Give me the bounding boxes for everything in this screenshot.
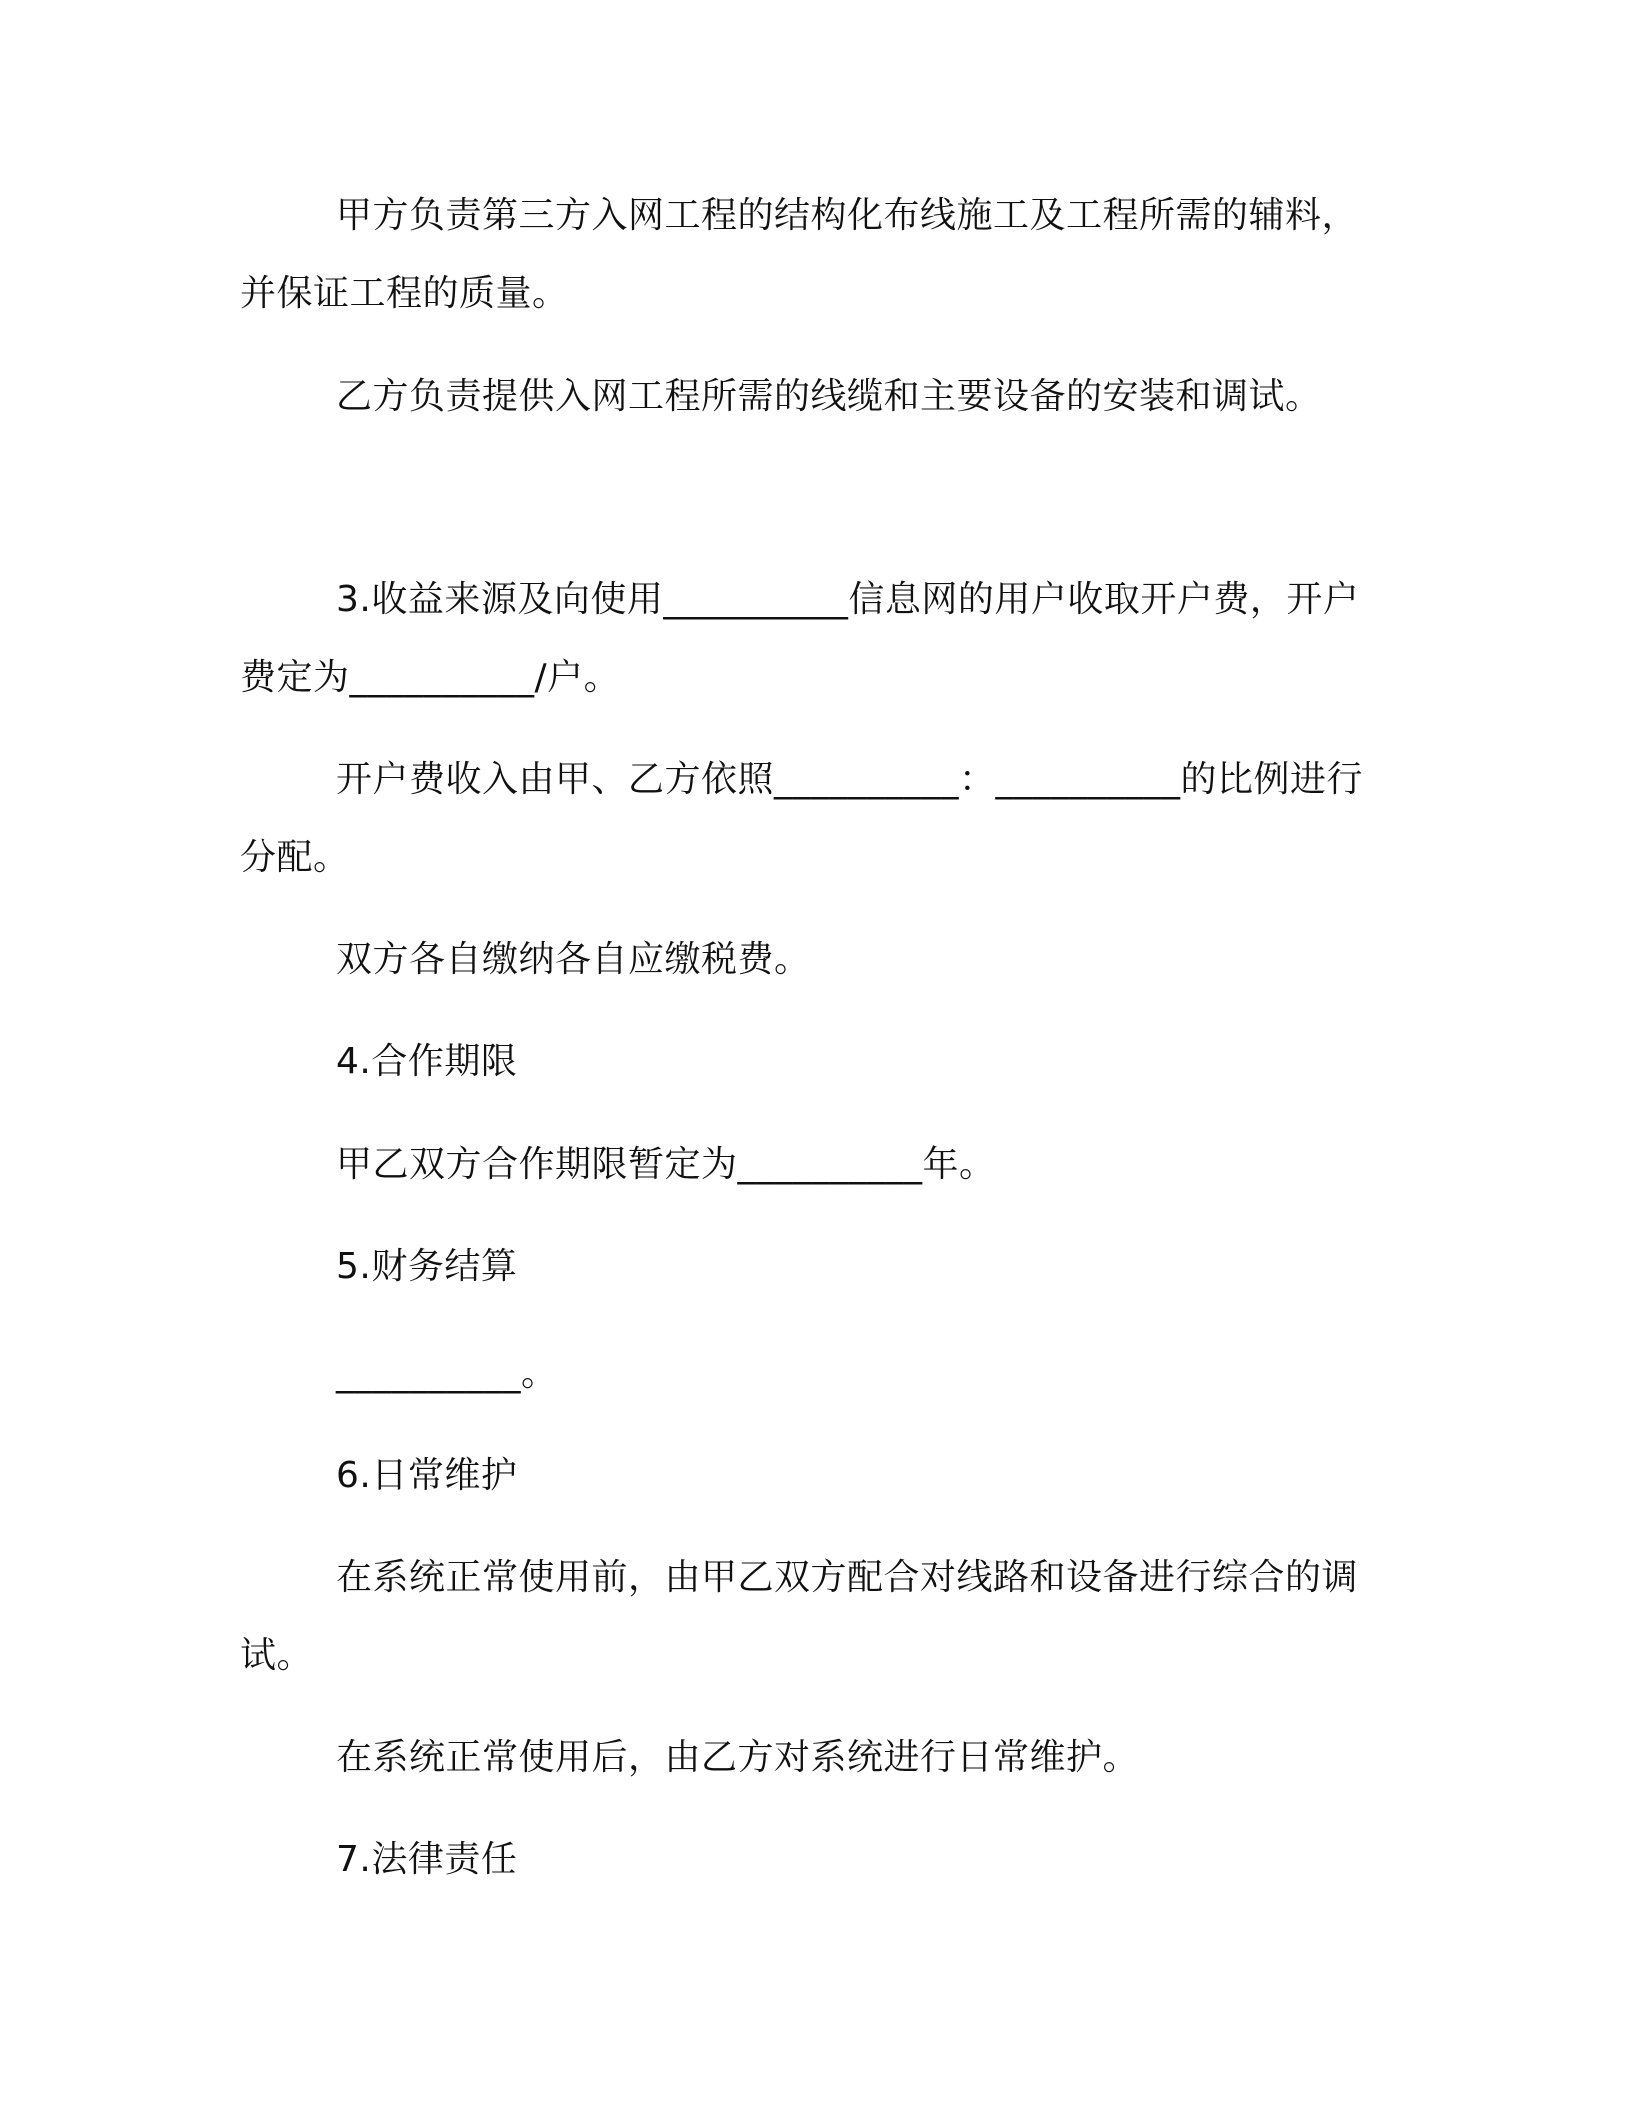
paragraph-11-line-2: 试。	[240, 1635, 314, 1676]
paragraph-9-line-1: __________。	[336, 1353, 558, 1394]
paragraph-7-line-1: 甲乙双方合作期限暂定为__________年。	[336, 1144, 996, 1185]
paragraph-3-line-2: 费定为__________/户。	[240, 657, 621, 698]
paragraph-3-line-1: 3.收益来源及向使用__________信息网的用户收取开户费，开户	[336, 579, 1360, 620]
paragraph-11-line-1: 在系统正常使用前，由甲乙双方配合对线路和设备进行综合的调	[336, 1557, 1359, 1598]
paragraph-5-line-1: 双方各自缴纳各自应缴税费。	[336, 939, 811, 980]
section-7-heading: 7.法律责任	[336, 1839, 518, 1880]
section-4-heading: 4.合作期限	[336, 1041, 518, 1082]
paragraph-1-line-1: 甲方负责第三方入网工程的结构化布线施工及工程所需的辅料，	[336, 195, 1359, 236]
paragraph-12-line-1: 在系统正常使用后，由乙方对系统进行日常维护。	[336, 1737, 1140, 1778]
section-6-heading: 6.日常维护	[336, 1455, 518, 1496]
paragraph-4-line-1: 开户费收入由甲、乙方依照__________：__________的比例进行	[336, 759, 1364, 800]
paragraph-1-line-2: 并保证工程的质量。	[240, 273, 569, 314]
paragraph-4-line-2: 分配。	[240, 837, 350, 878]
paragraph-2-line-1: 乙方负责提供入网工程所需的线缆和主要设备的安装和调试。	[336, 376, 1322, 417]
section-5-heading: 5.财务结算	[336, 1246, 518, 1287]
